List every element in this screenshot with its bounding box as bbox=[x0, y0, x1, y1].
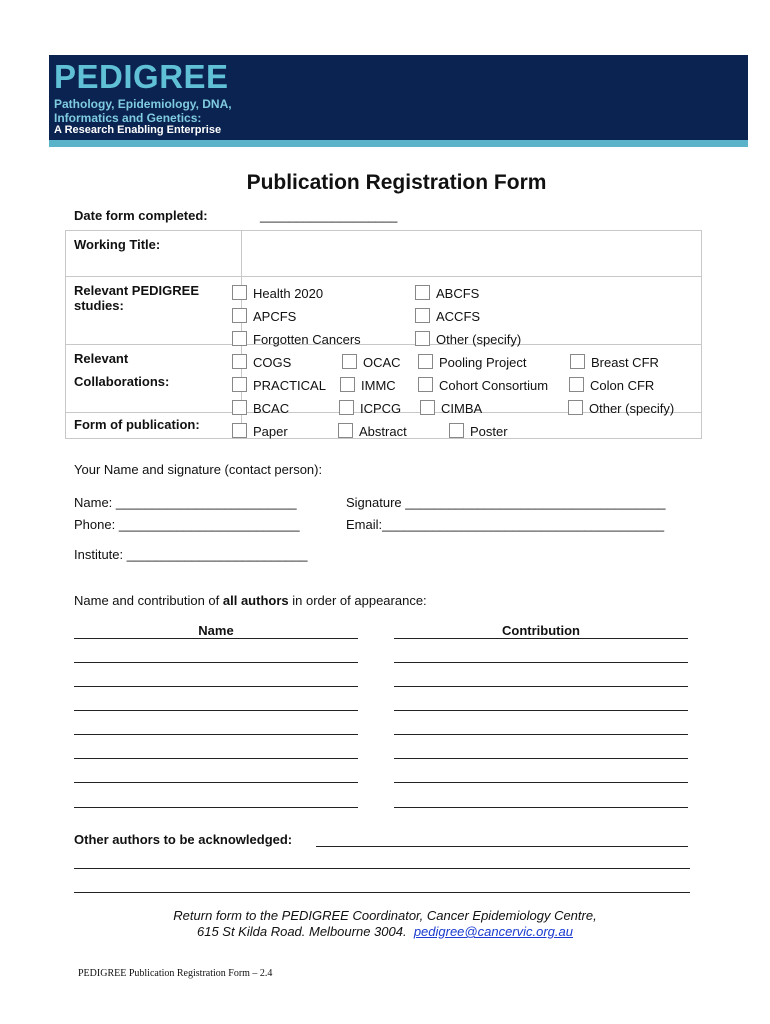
checkbox-label: Colon CFR bbox=[590, 378, 655, 393]
author-contribution-line[interactable] bbox=[394, 782, 688, 783]
other-authors-line[interactable] bbox=[74, 868, 690, 869]
author-name-line[interactable] bbox=[74, 807, 358, 808]
other-authors-line[interactable] bbox=[74, 892, 690, 893]
author-contribution-line[interactable] bbox=[394, 758, 688, 759]
return-line-1: Return form to the PEDIGREE Coordinator, Cancer Epidemiology Centre, bbox=[173, 908, 597, 923]
checkbox-colon-cfr[interactable] bbox=[569, 377, 654, 393]
author-name-line[interactable] bbox=[74, 710, 358, 711]
checkbox-pooling-project[interactable] bbox=[418, 354, 526, 370]
checkbox-ocac[interactable] bbox=[342, 354, 401, 370]
working-title-field[interactable] bbox=[242, 231, 702, 277]
checkbox-label: APCFS bbox=[253, 309, 297, 324]
tagline bbox=[54, 97, 232, 125]
tagline-line-2: Informatics and Genetics: bbox=[54, 111, 202, 125]
pedigree-logo: PEDIGREE bbox=[54, 58, 229, 95]
checkbox-cohort-consortium[interactable] bbox=[418, 377, 548, 393]
checkbox-health-2020[interactable] bbox=[232, 285, 323, 301]
publication-form-label: Form of publication: bbox=[66, 413, 242, 439]
email-field[interactable]: Email:_______________________________________ bbox=[346, 517, 665, 532]
checkbox-accfs[interactable] bbox=[415, 308, 480, 324]
author-contribution-line[interactable] bbox=[394, 807, 688, 808]
checkbox-bcac[interactable] bbox=[232, 400, 289, 416]
banner-stripe bbox=[49, 140, 748, 147]
checkbox-label: COGS bbox=[253, 355, 292, 370]
author-name-line[interactable] bbox=[74, 734, 358, 735]
author-contribution-line[interactable] bbox=[394, 662, 688, 663]
checkbox-label: Paper bbox=[253, 424, 288, 439]
contact-heading: Your Name and signature (contact person): bbox=[74, 462, 323, 477]
checkbox-label: OCAC bbox=[363, 355, 401, 370]
checkbox-icpcg[interactable] bbox=[339, 400, 401, 416]
name-field[interactable]: Name: _________________________ bbox=[74, 495, 297, 510]
checkbox-practical[interactable] bbox=[232, 377, 326, 393]
checkbox-breast-cfr[interactable] bbox=[570, 354, 659, 370]
form-version: PEDIGREE Publication Registration Form – 2.4 bbox=[78, 968, 273, 979]
checkbox-abstract[interactable] bbox=[338, 423, 407, 439]
name-column-header: Name bbox=[198, 623, 234, 638]
checkbox-label: Cohort Consortium bbox=[439, 378, 549, 393]
author-name-line[interactable] bbox=[74, 782, 358, 783]
checkbox-apcfs[interactable] bbox=[232, 308, 296, 324]
date-field[interactable]: ___________________ bbox=[260, 208, 398, 223]
return-instructions bbox=[0, 908, 770, 940]
contribution-column-header: Contribution bbox=[502, 623, 580, 638]
return-line-2: 615 St Kilda Road. Melbourne 3004. pedigree@cancervic.org.au bbox=[196, 924, 573, 939]
checkbox-paper[interactable] bbox=[232, 423, 288, 439]
checkbox-label: Pooling Project bbox=[439, 355, 527, 370]
tagline-line-3: A Research Enabling Enterprise bbox=[54, 124, 222, 136]
checkbox-cogs[interactable] bbox=[232, 354, 291, 370]
author-name-line[interactable] bbox=[74, 638, 358, 639]
collaborations-label-2: Collaborations: bbox=[74, 374, 170, 389]
contact-email-link[interactable]: pedigree@cancervic.org.au bbox=[413, 924, 573, 939]
studies-label: Relevant PEDIGREE studies: bbox=[66, 277, 242, 345]
checkbox-collab-other[interactable] bbox=[568, 400, 674, 416]
date-label: Date form completed: bbox=[74, 208, 208, 223]
checkbox-label: Poster bbox=[470, 424, 508, 439]
checkbox-label: BCAC bbox=[253, 401, 290, 416]
checkbox-immc[interactable] bbox=[340, 377, 396, 393]
checkbox-label: Health 2020 bbox=[253, 286, 324, 301]
author-contribution-line[interactable] bbox=[394, 686, 688, 687]
checkbox-cimba[interactable] bbox=[420, 400, 482, 416]
checkbox-label: ACCFS bbox=[436, 309, 481, 324]
author-contribution-line[interactable] bbox=[394, 734, 688, 735]
checkbox-label: Other (specify) bbox=[589, 401, 675, 416]
tagline-line-1: Pathology, Epidemiology, DNA, bbox=[54, 97, 232, 111]
author-name-line[interactable] bbox=[74, 686, 358, 687]
checkbox-label: IMMC bbox=[361, 378, 396, 393]
checkbox-forgotten-cancers[interactable] bbox=[232, 331, 361, 347]
phone-field[interactable]: Phone: _________________________ bbox=[74, 517, 300, 532]
collaborations-label-1: Relevant bbox=[74, 351, 129, 366]
signature-field[interactable]: Signature ____________________________________ bbox=[346, 495, 666, 510]
author-name-line[interactable] bbox=[74, 758, 358, 759]
checkbox-poster[interactable] bbox=[449, 423, 508, 439]
author-contribution-line[interactable] bbox=[394, 710, 688, 711]
checkbox-label: Breast CFR bbox=[591, 355, 659, 370]
checkbox-label: Other (specify) bbox=[436, 332, 522, 347]
other-authors-line[interactable] bbox=[316, 846, 688, 847]
checkbox-label: ABCFS bbox=[436, 286, 480, 301]
checkbox-label: Forgotten Cancers bbox=[253, 332, 361, 347]
authors-intro: Name and contribution of all authors in order of appearance: bbox=[74, 593, 427, 608]
checkbox-abcfs[interactable] bbox=[415, 285, 479, 301]
checkbox-label: PRACTICAL bbox=[253, 378, 326, 393]
working-title-label: Working Title: bbox=[66, 231, 242, 277]
author-name-line[interactable] bbox=[74, 662, 358, 663]
page-title: Publication Registration Form bbox=[246, 171, 547, 194]
checkbox-label: Abstract bbox=[359, 424, 407, 439]
collaborations-label bbox=[66, 345, 242, 413]
checkbox-studies-other[interactable] bbox=[415, 331, 521, 347]
checkbox-label: ICPCG bbox=[360, 401, 402, 416]
other-authors-label: Other authors to be acknowledged: bbox=[74, 832, 293, 847]
checkbox-label: CIMBA bbox=[441, 401, 483, 416]
author-contribution-line[interactable] bbox=[394, 638, 688, 639]
institute-field[interactable]: Institute: _________________________ bbox=[74, 547, 308, 562]
